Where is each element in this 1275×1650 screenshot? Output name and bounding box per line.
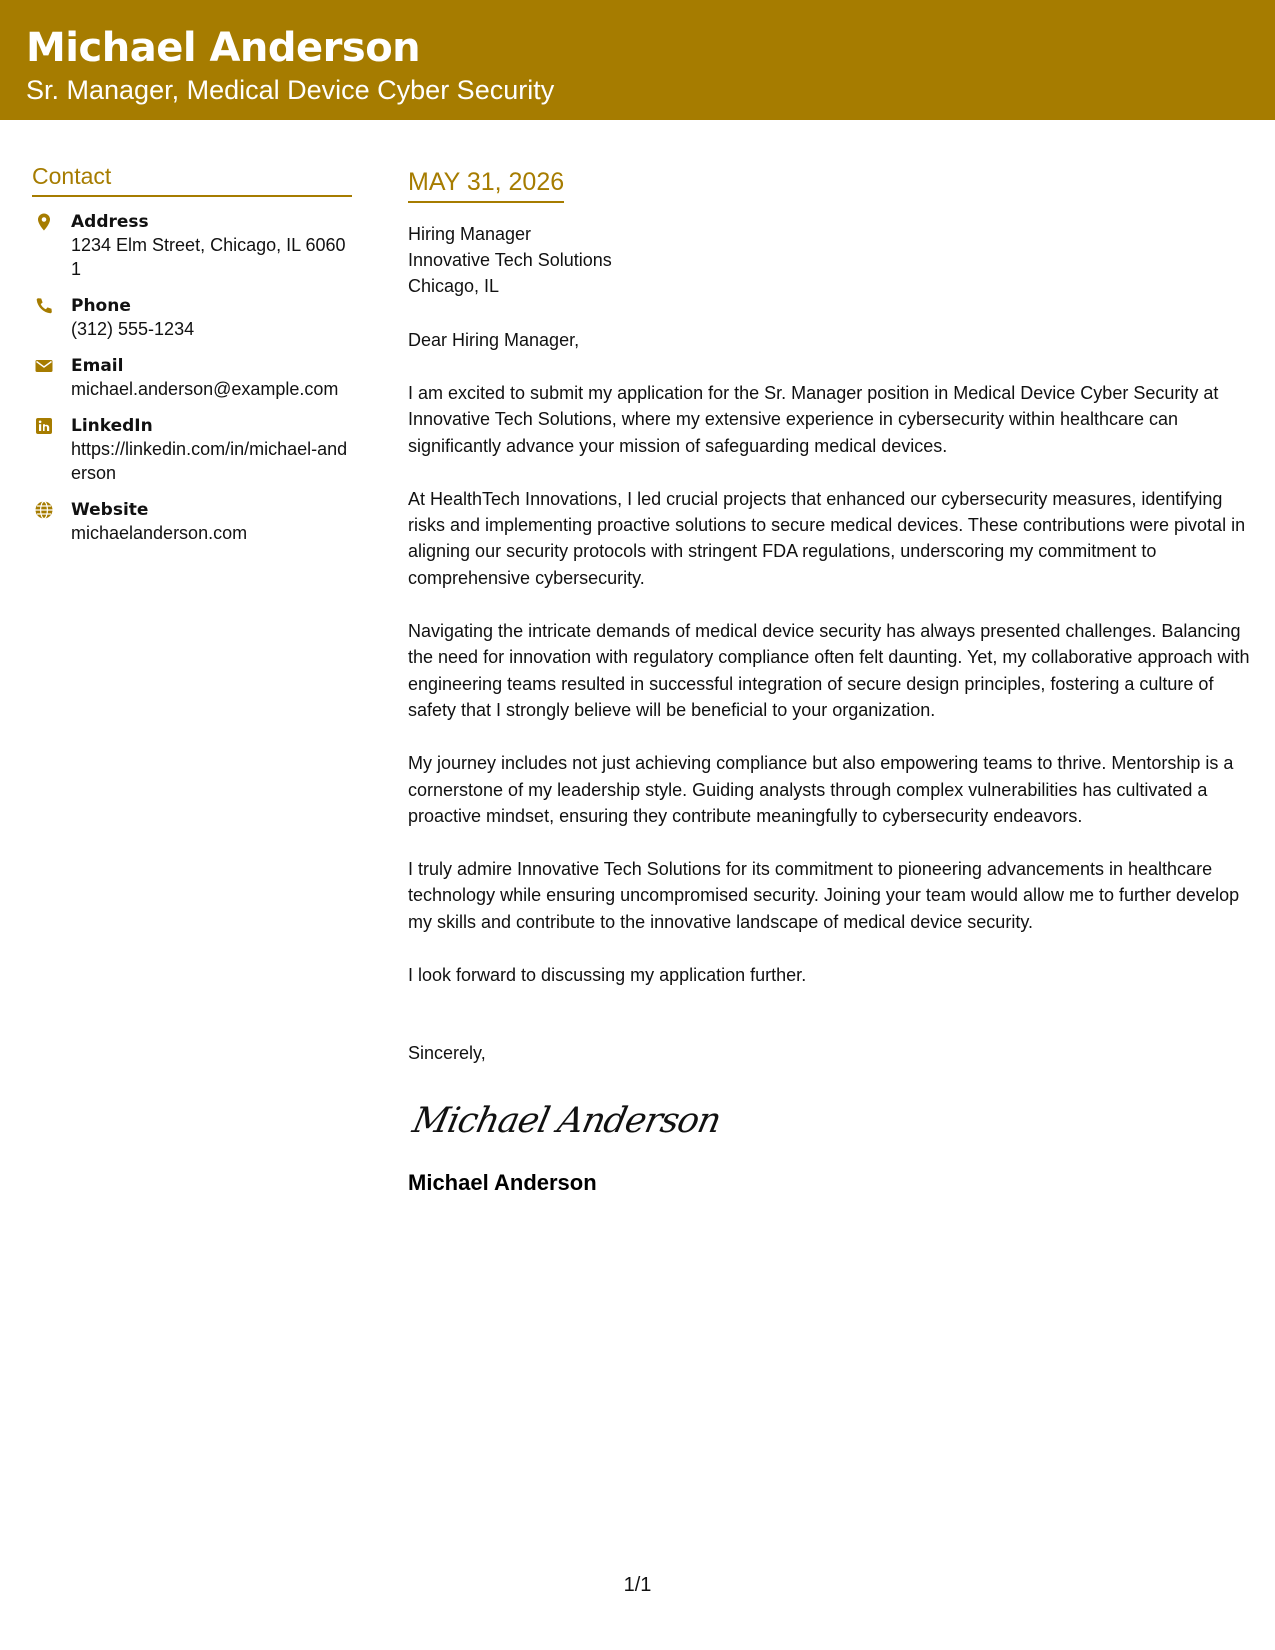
paragraph: I truly admire Innovative Tech Solutions for its commitment to pioneering advancements in healthcare technology while ensuring uncompromised security. Joining your team would allow me to further develop my skills and contribute to the innovative landscape of medical device security. [408,859,1240,932]
contact-heading: Contact [32,160,352,197]
recipient-block [408,221,1258,299]
paragraph: My journey includes not just achieving compliance but also empowering teams to thrive. Mentorship is a cornerstone of my leadership style. Guiding analysts through complex vulnerabilities has cultivated a proactive mindset, ensuring they contribute meaningfully to cybersecurity endeavors. [408,753,1234,826]
envelope-icon [34,356,54,376]
map-pin-icon [34,212,54,232]
contact-item-phone [32,295,352,341]
handwritten-signature: Michael Anderson [409,1101,724,1142]
recipient-line: Chicago, IL [408,276,500,296]
paragraph: I look forward to discussing my application further. [408,965,807,986]
contact-label: Website [71,500,149,520]
paragraph: I am excited to submit my application for the Sr. Manager position in Medical Device Cyber Security at Innovative Tech Solutions, where my extensive experience in cybersecurity within healthcare can significantly advance your mission of safeguarding medical devices. [408,383,1219,456]
header-banner [0,0,1275,120]
job-title: Sr. Manager, Medical Device Cyber Security [26,75,555,105]
salutation: Dear Hiring Manager, [408,330,580,350]
letter-body [408,166,1258,1198]
globe-icon [34,500,54,520]
website-value: michaelanderson.com [71,523,248,543]
linkedin-icon [34,416,54,436]
contact-item-email [32,355,352,401]
contact-label: Address [71,212,149,232]
paragraph: At HealthTech Innovations, I led crucial projects that enhanced our cybersecurity measures, identifying risks and implementing proactive solutions to secure medical devices. These contributions were pivotal in aligning our security protocols with stringent FDA regulations, underscoring my commitment to comprehensive cybersecurity. [408,488,1246,588]
page-number: 1/1 [623,1574,652,1596]
paragraph: Navigating the intricate demands of medical device security has always presented challenges. Balancing the need for innovation with regulatory compliance often felt daunting. Yet, my collaborative approach with engineering teams resulted in successful integration of secure design principles, fostering a culture of safety that I strongly believe will be beneficial to your organization. [408,621,1250,720]
contact-label: LinkedIn [71,416,153,436]
contact-label: Email [71,356,124,376]
letter-date: MAY 31, 2026 [408,166,564,203]
contact-item-address [32,211,352,281]
closing: Sincerely, [408,1043,486,1064]
address-value: 1234 Elm Street, Chicago, IL 60601 [71,235,346,279]
email-value: michael.anderson@example.com [71,379,339,399]
linkedin-value: https://linkedin.com/in/michael-anderson [71,439,348,483]
phone-value: (312) 555-1234 [71,319,195,339]
signer-name: Michael Anderson [408,1170,597,1196]
recipient-line: Hiring Manager [408,224,532,244]
recipient-line: Innovative Tech Solutions [408,250,612,270]
contact-item-linkedin [32,415,352,485]
contact-label: Phone [71,296,131,316]
phone-icon [34,296,54,316]
contact-sidebar [32,160,352,545]
applicant-name: Michael Anderson [26,25,421,71]
contact-item-website [32,499,352,545]
